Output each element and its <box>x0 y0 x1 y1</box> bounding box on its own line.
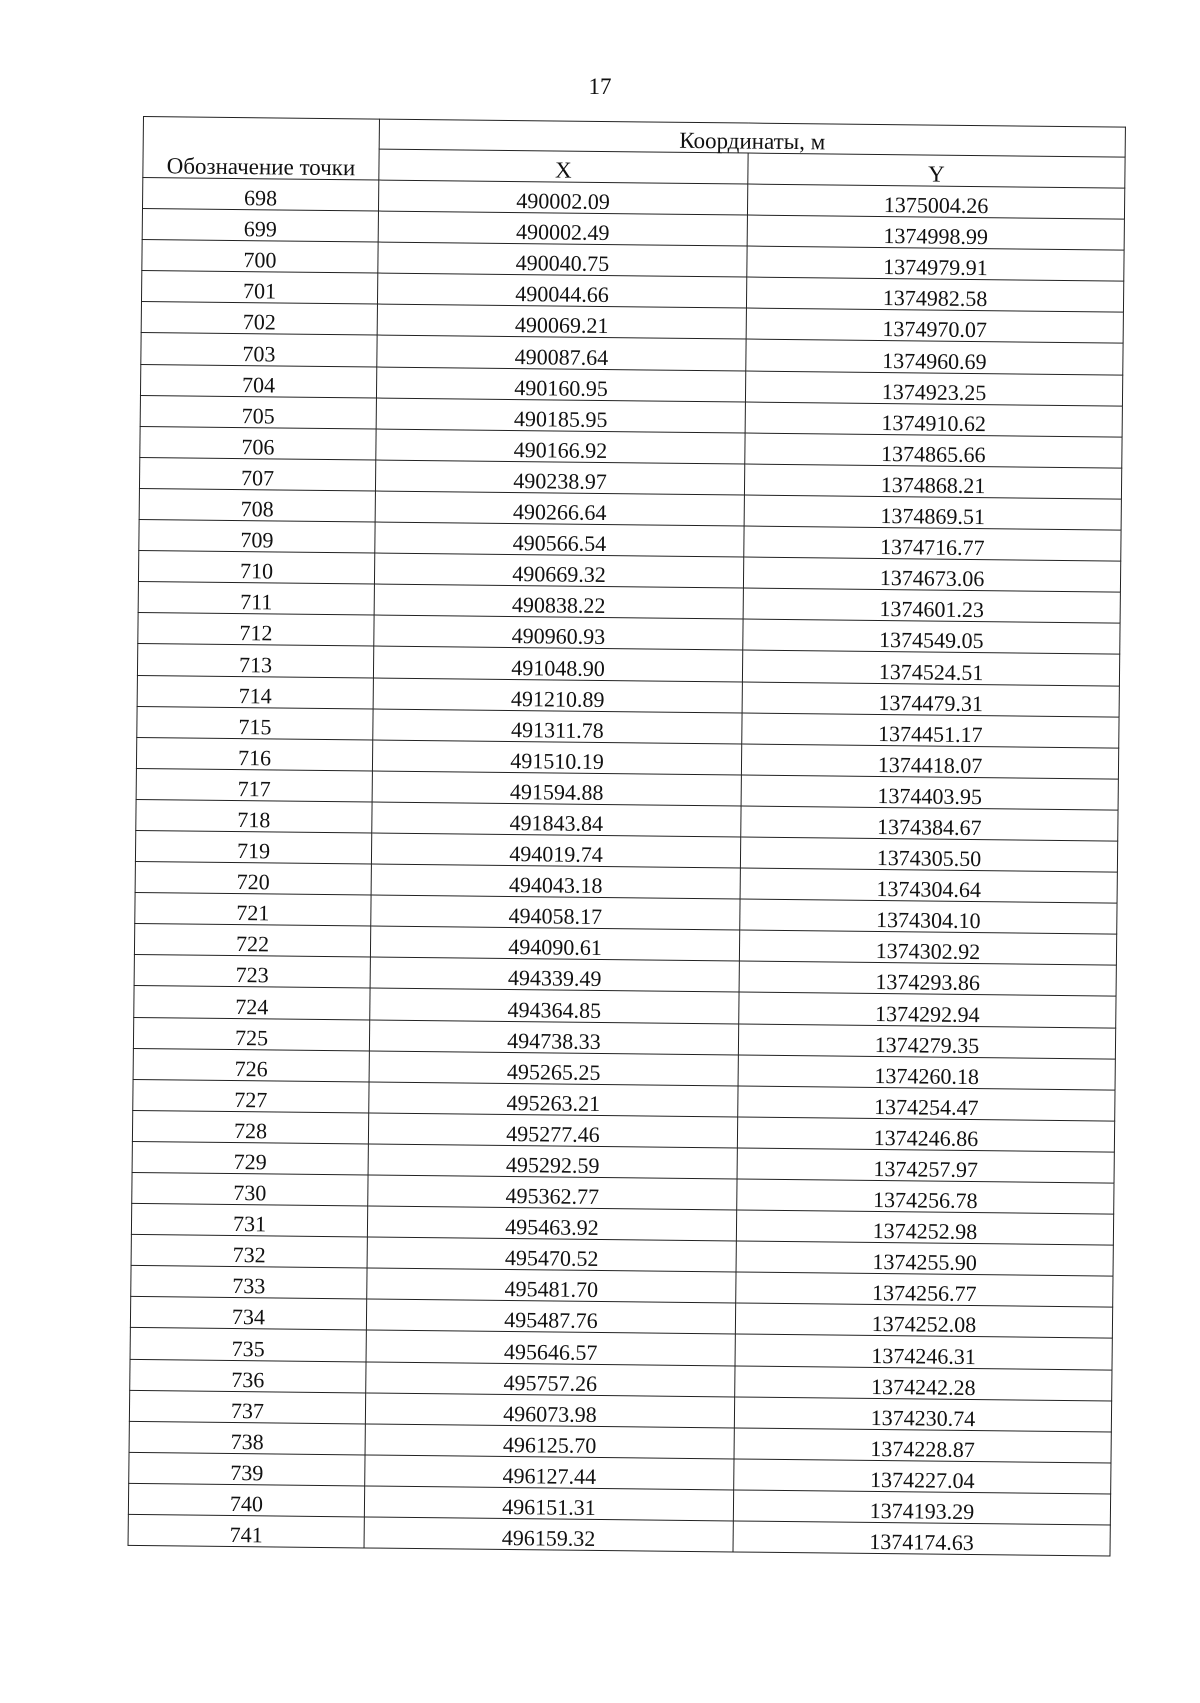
header-y: Y <box>748 153 1125 188</box>
point-cell: 738 <box>129 1421 365 1455</box>
point-cell: 711 <box>138 582 374 616</box>
y-cell: 1374601.23 <box>743 588 1120 623</box>
x-cell: 494339.49 <box>370 957 739 992</box>
y-cell: 1374979.91 <box>747 246 1124 281</box>
table-header <box>143 117 1126 189</box>
y-cell: 1374260.18 <box>738 1055 1115 1090</box>
y-cell: 1374242.28 <box>735 1366 1112 1401</box>
header-coordinates: Координаты, м <box>379 119 1125 157</box>
y-cell: 1374279.35 <box>738 1024 1115 1059</box>
x-cell: 494043.18 <box>371 864 740 899</box>
x-cell: 495757.26 <box>366 1362 735 1397</box>
point-cell: 724 <box>134 986 370 1020</box>
x-cell: 491210.89 <box>373 678 742 713</box>
x-cell: 496073.98 <box>365 1393 734 1428</box>
y-cell: 1375004.26 <box>747 184 1124 219</box>
x-cell: 495646.57 <box>366 1330 735 1365</box>
point-cell: 716 <box>136 737 372 771</box>
y-cell: 1374982.58 <box>746 277 1123 312</box>
y-cell: 1374193.29 <box>733 1490 1110 1525</box>
x-cell: 490838.22 <box>374 584 743 619</box>
y-cell: 1374970.07 <box>746 308 1123 343</box>
y-cell: 1374384.67 <box>741 806 1118 841</box>
x-cell: 490002.09 <box>378 180 747 215</box>
x-cell: 491843.84 <box>372 802 741 837</box>
x-cell: 491048.90 <box>373 646 742 681</box>
x-cell: 495463.92 <box>367 1206 736 1241</box>
x-cell: 495277.46 <box>368 1113 737 1148</box>
y-cell: 1374305.50 <box>740 837 1117 872</box>
coordinates-table <box>128 116 1126 1557</box>
point-cell: 721 <box>135 893 371 927</box>
point-cell: 735 <box>130 1328 366 1362</box>
x-cell: 490669.32 <box>374 553 743 588</box>
point-cell: 714 <box>137 675 373 709</box>
point-cell: 737 <box>129 1390 365 1424</box>
x-cell: 490960.93 <box>374 615 743 650</box>
x-cell: 495292.59 <box>368 1144 737 1179</box>
point-cell: 741 <box>128 1514 364 1548</box>
point-cell: 734 <box>130 1297 366 1331</box>
point-cell: 740 <box>128 1483 364 1517</box>
x-cell: 490002.49 <box>378 211 747 246</box>
x-cell: 490566.54 <box>375 522 744 557</box>
x-cell: 491510.19 <box>372 740 741 775</box>
y-cell: 1374865.66 <box>745 433 1122 468</box>
x-cell: 495362.77 <box>368 1175 737 1210</box>
x-cell: 494738.33 <box>369 1020 738 1055</box>
point-cell: 705 <box>140 395 376 429</box>
y-cell: 1374257.97 <box>737 1148 1114 1183</box>
point-cell: 736 <box>130 1359 366 1393</box>
x-cell: 495481.70 <box>367 1268 736 1303</box>
y-cell: 1374227.04 <box>734 1459 1111 1494</box>
point-cell: 729 <box>132 1141 368 1175</box>
y-cell: 1374246.31 <box>735 1334 1112 1369</box>
x-cell: 490266.64 <box>375 491 744 526</box>
page-number: 17 <box>588 74 612 99</box>
x-cell: 496151.31 <box>364 1486 733 1521</box>
x-cell: 495265.25 <box>369 1051 738 1086</box>
point-cell: 712 <box>138 613 374 647</box>
x-cell: 496125.70 <box>365 1424 734 1459</box>
x-cell: 490185.95 <box>376 398 745 433</box>
y-cell: 1374292.94 <box>739 992 1116 1027</box>
y-cell: 1374302.92 <box>739 930 1116 965</box>
y-cell: 1374716.77 <box>744 526 1121 561</box>
x-cell: 494090.61 <box>370 926 739 961</box>
point-cell: 739 <box>129 1452 365 1486</box>
y-cell: 1374910.62 <box>745 402 1122 437</box>
x-cell: 490040.75 <box>378 242 747 277</box>
y-cell: 1374256.78 <box>737 1179 1114 1214</box>
x-cell: 491311.78 <box>373 709 742 744</box>
y-cell: 1374403.95 <box>741 775 1118 810</box>
point-cell: 732 <box>131 1235 367 1269</box>
point-cell: 723 <box>134 955 370 989</box>
point-cell: 731 <box>131 1204 367 1238</box>
x-cell: 490087.64 <box>377 336 746 371</box>
point-cell: 704 <box>140 364 376 398</box>
y-cell: 1374228.87 <box>734 1428 1111 1463</box>
point-cell: 702 <box>141 302 377 336</box>
point-cell: 730 <box>132 1172 368 1206</box>
header-x: X <box>379 149 748 184</box>
y-cell: 1374254.47 <box>738 1086 1115 1121</box>
y-cell: 1374230.74 <box>734 1397 1111 1432</box>
point-cell: 733 <box>131 1266 367 1300</box>
point-cell: 727 <box>133 1079 369 1113</box>
x-cell: 490160.95 <box>376 367 745 402</box>
y-cell: 1374418.07 <box>741 744 1118 779</box>
y-cell: 1374304.64 <box>740 868 1117 903</box>
point-cell: 718 <box>136 799 372 833</box>
x-cell: 490166.92 <box>376 429 745 464</box>
point-cell: 708 <box>139 488 375 522</box>
point-cell: 700 <box>142 240 378 274</box>
header-point-designation: Обозначение точки <box>143 117 380 181</box>
x-cell: 495470.52 <box>367 1237 736 1272</box>
point-cell: 728 <box>132 1110 368 1144</box>
y-cell: 1374868.21 <box>744 464 1121 499</box>
x-cell: 490069.21 <box>377 304 746 339</box>
y-cell: 1374960.69 <box>746 340 1123 375</box>
point-cell: 725 <box>133 1017 369 1051</box>
point-cell: 703 <box>141 333 377 367</box>
y-cell: 1374998.99 <box>747 215 1124 250</box>
y-cell: 1374252.08 <box>735 1303 1112 1338</box>
y-cell: 1374923.25 <box>745 371 1122 406</box>
y-cell: 1374174.63 <box>733 1521 1110 1556</box>
y-cell: 1374252.98 <box>736 1210 1113 1245</box>
y-cell: 1374524.51 <box>742 650 1119 685</box>
y-cell: 1374869.51 <box>744 495 1121 530</box>
point-cell: 698 <box>142 178 378 212</box>
y-cell: 1374549.05 <box>743 619 1120 654</box>
x-cell: 496159.32 <box>364 1517 733 1552</box>
y-cell: 1374673.06 <box>743 557 1120 592</box>
x-cell: 495263.21 <box>369 1082 738 1117</box>
x-cell: 491594.88 <box>372 771 741 806</box>
point-cell: 726 <box>133 1048 369 1082</box>
point-cell: 719 <box>135 830 371 864</box>
point-cell: 709 <box>139 520 375 554</box>
x-cell: 490238.97 <box>375 460 744 495</box>
point-cell: 706 <box>140 426 376 460</box>
x-cell: 494364.85 <box>370 988 739 1023</box>
x-cell: 494019.74 <box>371 833 740 868</box>
x-cell: 494058.17 <box>371 895 740 930</box>
point-cell: 713 <box>137 644 373 678</box>
y-cell: 1374451.17 <box>742 713 1119 748</box>
x-cell: 490044.66 <box>377 273 746 308</box>
point-cell: 720 <box>135 862 371 896</box>
y-cell: 1374256.77 <box>736 1272 1113 1307</box>
y-cell: 1374304.10 <box>740 899 1117 934</box>
x-cell: 495487.76 <box>366 1299 735 1334</box>
y-cell: 1374479.31 <box>742 682 1119 717</box>
y-cell: 1374246.86 <box>737 1117 1114 1152</box>
point-cell: 722 <box>134 924 370 958</box>
point-cell: 717 <box>136 768 372 802</box>
point-cell: 701 <box>141 271 377 305</box>
point-cell: 699 <box>142 209 378 243</box>
point-cell: 715 <box>137 706 373 740</box>
y-cell: 1374255.90 <box>736 1241 1113 1276</box>
y-cell: 1374293.86 <box>739 961 1116 996</box>
point-cell: 710 <box>138 551 374 585</box>
point-cell: 707 <box>139 457 375 491</box>
x-cell: 496127.44 <box>365 1455 734 1490</box>
table-body <box>128 178 1125 1557</box>
